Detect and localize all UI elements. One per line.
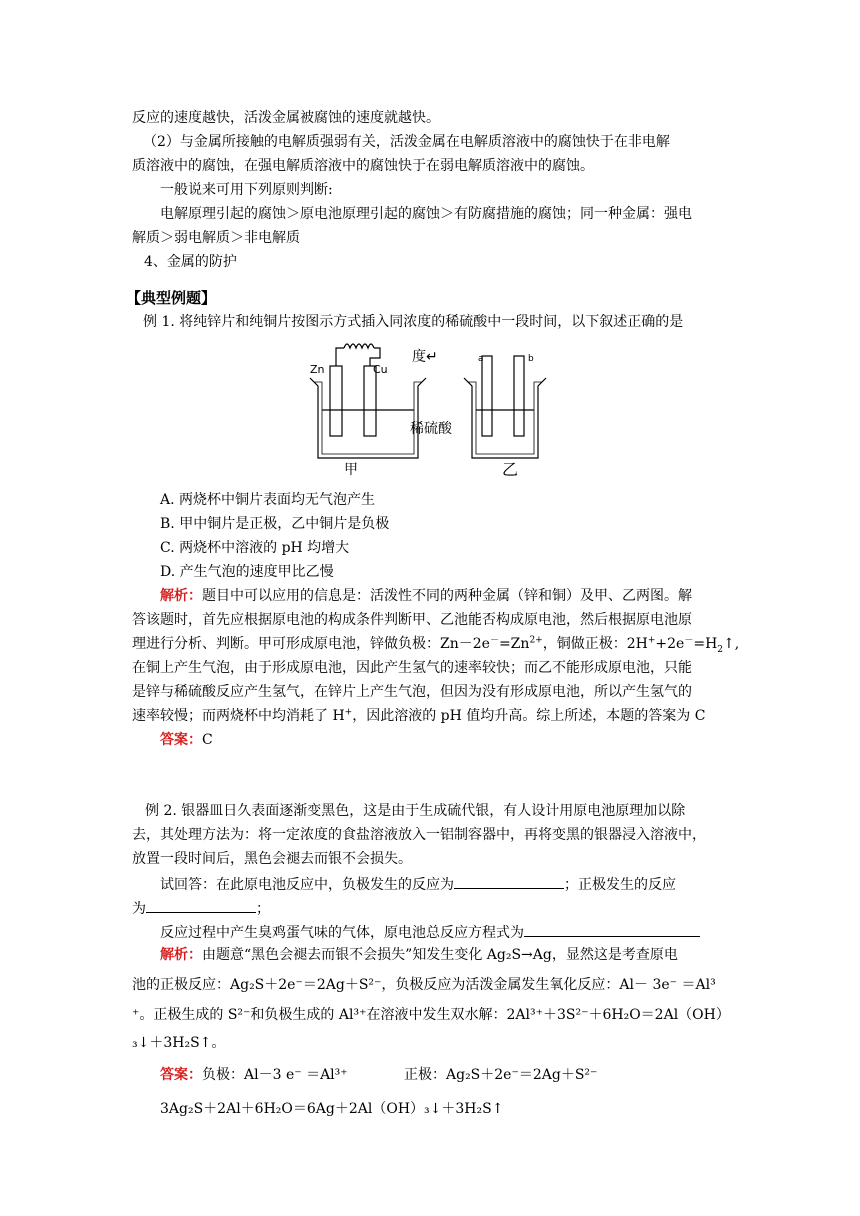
section-heading: 4、金属的防护 bbox=[144, 254, 237, 270]
intro-line: （2）与金属所接触的电解质强弱有关，活泼金属在电解质溶液中的腐蚀快于在非电解 bbox=[143, 134, 670, 150]
negative-electrode-blank[interactable] bbox=[454, 874, 564, 889]
figure-caption-du: 度↵ bbox=[412, 349, 438, 365]
answer-line bbox=[160, 1066, 348, 1084]
positive-electrode-blank[interactable] bbox=[146, 898, 256, 913]
analysis-line-3: ⁺。正极生成的 S²⁻和负极生成的 Al³⁺在溶液中发生双水解：2Al³⁺＋3S²⁻＋6H₂O＝2Al（OH） bbox=[132, 1007, 730, 1023]
beaker-yi-label: 乙 bbox=[502, 460, 519, 479]
analysis-line-1: 解析：由题意“黑色会褪去而银不会损失”知发生变化 Ag₂S→Ag，显然这是考查原电 bbox=[160, 947, 678, 963]
answer-negative: 负极：Al－3 e⁻ ＝Al³⁺ bbox=[202, 1067, 348, 1083]
answer-label: 答案： bbox=[160, 1067, 202, 1083]
option-d: D. 产生气泡的速度甲比乙慢 bbox=[160, 564, 334, 580]
section-title: 【典型例题】 bbox=[126, 289, 217, 307]
question-line: 试回答：在此原电池反应中，负极发生的反应为 ；正极发生的反应 bbox=[160, 874, 676, 894]
intro-line: 解质＞弱电解质＞非电解质 bbox=[132, 230, 300, 246]
analysis-label: 解析： bbox=[160, 947, 202, 963]
analysis-line-3: 理进行分析、判断。甲可形成原电池，锌做负极：$Zn-2e^-=Zn^{2+}$，铜做正极：$2H^++2e^-=H_2↑$, bbox=[132, 635, 740, 655]
question-line: 为 ； bbox=[132, 898, 270, 918]
analysis-label: 解析： bbox=[160, 588, 202, 604]
analysis-line-4: ₃↓＋3H₂S↑。 bbox=[132, 1035, 226, 1051]
cu-label: Cu bbox=[373, 363, 388, 376]
answer-value: C bbox=[202, 732, 213, 748]
acid-label: 稀硫酸 bbox=[410, 421, 452, 437]
answer-positive: 正极：Ag₂S＋2e⁻＝2Ag＋S²⁻ bbox=[404, 1067, 598, 1083]
analysis-line-6: 速率较慢；而两烧杯中均消耗了 H+，因此溶液的 pH 值均升高。综上所述，本题的答案为 C bbox=[132, 707, 706, 724]
intro-line: 质溶液中的腐蚀，在强电解质溶液中的腐蚀快于在弱电解质溶液中的腐蚀。 bbox=[132, 158, 594, 174]
beaker-jia-label: 甲 bbox=[344, 462, 358, 478]
intro-line: 电解原理引起的腐蚀＞原电池原理引起的腐蚀＞有防腐措施的腐蚀；同一种金属：强电 bbox=[160, 206, 692, 222]
analysis-line-2: 池的正极反应：Ag₂S＋2e⁻＝2Ag＋S²⁻，负极反应为活泼金属发生氧化反应：Al－ 3e⁻ ＝Al³ bbox=[132, 977, 716, 993]
a-label: a bbox=[478, 354, 484, 364]
b-label: b bbox=[528, 354, 534, 364]
intro-line: 一般说来可用下列原则判断: bbox=[160, 182, 333, 198]
option-b: B. 甲中铜片是正极，乙中铜片是负极 bbox=[160, 516, 390, 532]
question-line: 去，其处理方法为：将一定浓度的食盐溶液放入一铝制容器中，再将变黑的银器浸入溶液中， bbox=[132, 827, 706, 843]
zn-label: Zn bbox=[310, 363, 325, 376]
analysis-line-4: 在铜上产生气泡，由于形成原电池，因此产生氢气的速率较快；而乙不能形成原电池，只能 bbox=[132, 660, 692, 676]
analysis-line-1: 解析：题目中可以应用的信息是：活泼性不同的两种金属（锌和铜）及甲、乙两图。解 bbox=[160, 588, 692, 604]
question-stem: 例 2. 银器皿日久表面逐渐变黑色，这是由于生成硫代银，有人设计用原电池原理加以除 bbox=[145, 803, 686, 819]
answer-label: 答案： bbox=[160, 732, 202, 748]
analysis-line-5: 是锌与稀硫酸反应产生氢气，在锌片上产生气泡，但因为没有形成原电池，所以产生氢气的 bbox=[132, 684, 692, 700]
analysis-line-2: 答该题时，首先应根据原电池的构成条件判断甲、乙池能否构成原电池，然后根据原电池原 bbox=[132, 612, 692, 628]
answer-total: 3Ag₂S＋2Al＋6H₂O＝6Ag＋2Al（OH）₃↓＋3H₂S↑ bbox=[160, 1101, 504, 1117]
question-line: 反应过程中产生臭鸡蛋气味的气体，原电池总反应方程式为 bbox=[160, 922, 700, 942]
answer-line bbox=[160, 731, 213, 749]
question-stem: 例 1. 将纯锌片和纯铜片按图示方式插入同浓度的稀硫酸中一段时间，以下叙述正确的是 bbox=[143, 314, 684, 330]
option-c: C. 两烧杯中溶液的 pH 均增大 bbox=[160, 540, 350, 556]
total-reaction-blank[interactable] bbox=[524, 922, 700, 937]
question-line: 放置一段时间后，黑色会褪去而银不会损失。 bbox=[132, 851, 412, 867]
option-a: A. 两烧杯中铜片表面均无气泡产生 bbox=[160, 492, 376, 508]
intro-line: 反应的速度越快，活泼金属被腐蚀的速度就越快。 bbox=[132, 110, 440, 126]
